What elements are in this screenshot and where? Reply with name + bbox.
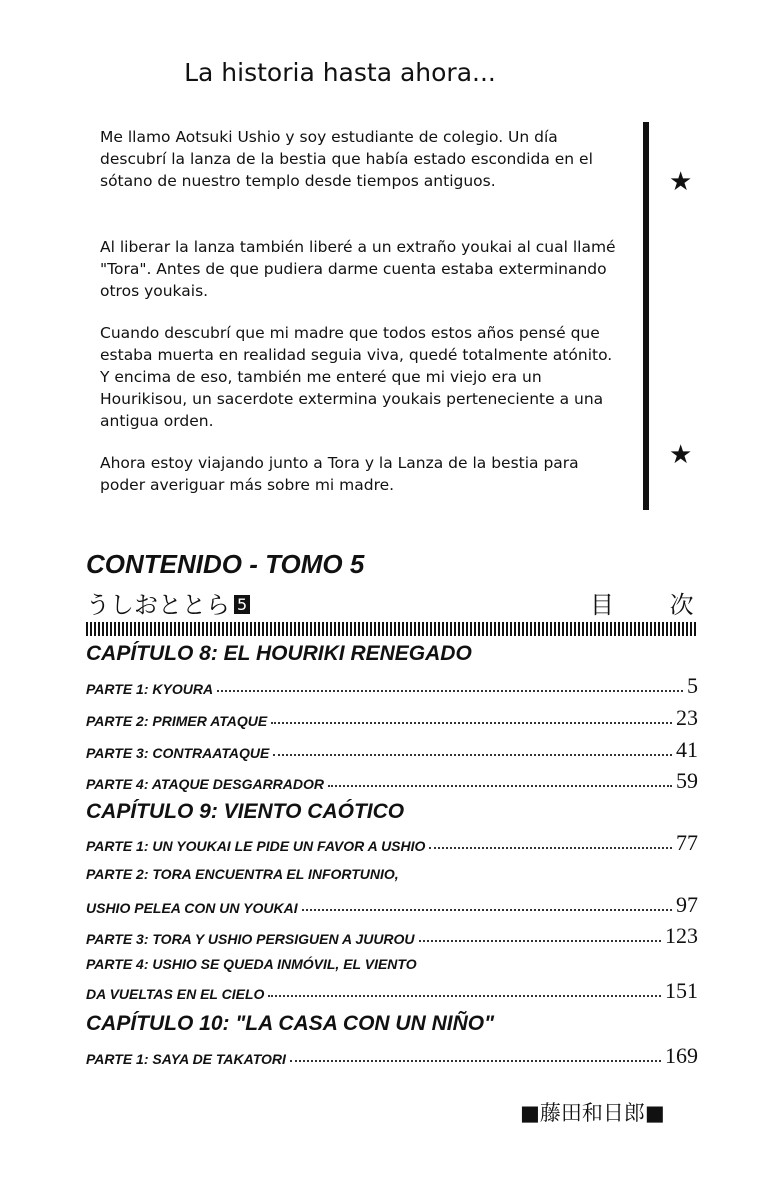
japanese-toc-label: 目 次 bbox=[590, 591, 694, 619]
summary-paragraph: Me llamo Aotsuki Ushio y soy estudiante de colegio. Un día descubrí la lanza de la bestia que había estado escondida en el sótano de nuestro templo desde tiempos antiguos. bbox=[100, 128, 593, 190]
barcode-divider bbox=[86, 622, 698, 636]
chapter-title: CAPÍTULO 8: EL HOURIKI RENEGADO bbox=[86, 642, 472, 665]
toc-entry: PARTE 4: ATAQUE DESGARRADOR 59 bbox=[86, 768, 698, 793]
summary-paragraph: Ahora estoy viajando junto a Tora y la Lanza de la bestia para poder averiguar más sobre mi madre. bbox=[100, 454, 579, 494]
volume-badge: 5 bbox=[234, 595, 250, 614]
toc-entry-line: PARTE 2: TORA ENCUENTRA EL INFORTUNIO, bbox=[86, 866, 399, 882]
toc-entry-line: PARTE 4: USHIO SE QUEDA INMÓVIL, EL VIENTO bbox=[86, 956, 417, 972]
summary-paragraph: Cuando descubrí que mi madre que todos estos años pensé que estaba muerta en realidad seguia viva, quedé totalmente atónito. Y encima de eso, también me enteré que mi viejo era un Hourikisou, un sacerdote extermina youkais perteneciente a una antigua orden. bbox=[100, 324, 613, 430]
vertical-divider bbox=[643, 122, 649, 510]
toc-entry: USHIO PELEA CON UN YOUKAI 97 bbox=[86, 892, 698, 917]
star-icon: ★ bbox=[669, 167, 693, 197]
chapter-title: CAPÍTULO 9: VIENTO CAÓTICO bbox=[86, 800, 405, 823]
star-icon: ★ bbox=[669, 440, 693, 470]
toc-entry: PARTE 1: SAYA DE TAKATORI 169 bbox=[86, 1043, 698, 1068]
toc-entry: PARTE 3: TORA Y USHIO PERSIGUEN A JUUROU 123 bbox=[86, 923, 698, 948]
summary-title: La historia hasta ahora... bbox=[184, 58, 496, 87]
summary-paragraph: Al liberar la lanza también liberé a un extraño youkai al cual llamé "Tora". Antes de que pudiera darme cuenta estaba exterminando otros youkais. bbox=[100, 238, 616, 300]
japanese-title bbox=[86, 585, 250, 620]
author-name: ■藤田和日郎■ bbox=[520, 1101, 665, 1125]
japanese-title-text: うしおととら bbox=[86, 591, 230, 619]
toc-entry: PARTE 3: CONTRAATAQUE 41 bbox=[86, 737, 698, 762]
contents-title: CONTENIDO - TOMO 5 bbox=[86, 549, 365, 579]
toc-entry: DA VUELTAS EN EL CIELO 151 bbox=[86, 978, 698, 1003]
toc-entry: PARTE 1: UN YOUKAI LE PIDE UN FAVOR A USHIO 77 bbox=[86, 830, 698, 855]
toc-entry: PARTE 2: PRIMER ATAQUE 23 bbox=[86, 705, 698, 730]
chapter-title: CAPÍTULO 10: "LA CASA CON UN NIÑO" bbox=[86, 1012, 495, 1035]
toc-entry: PARTE 1: KYOURA 5 bbox=[86, 673, 698, 698]
